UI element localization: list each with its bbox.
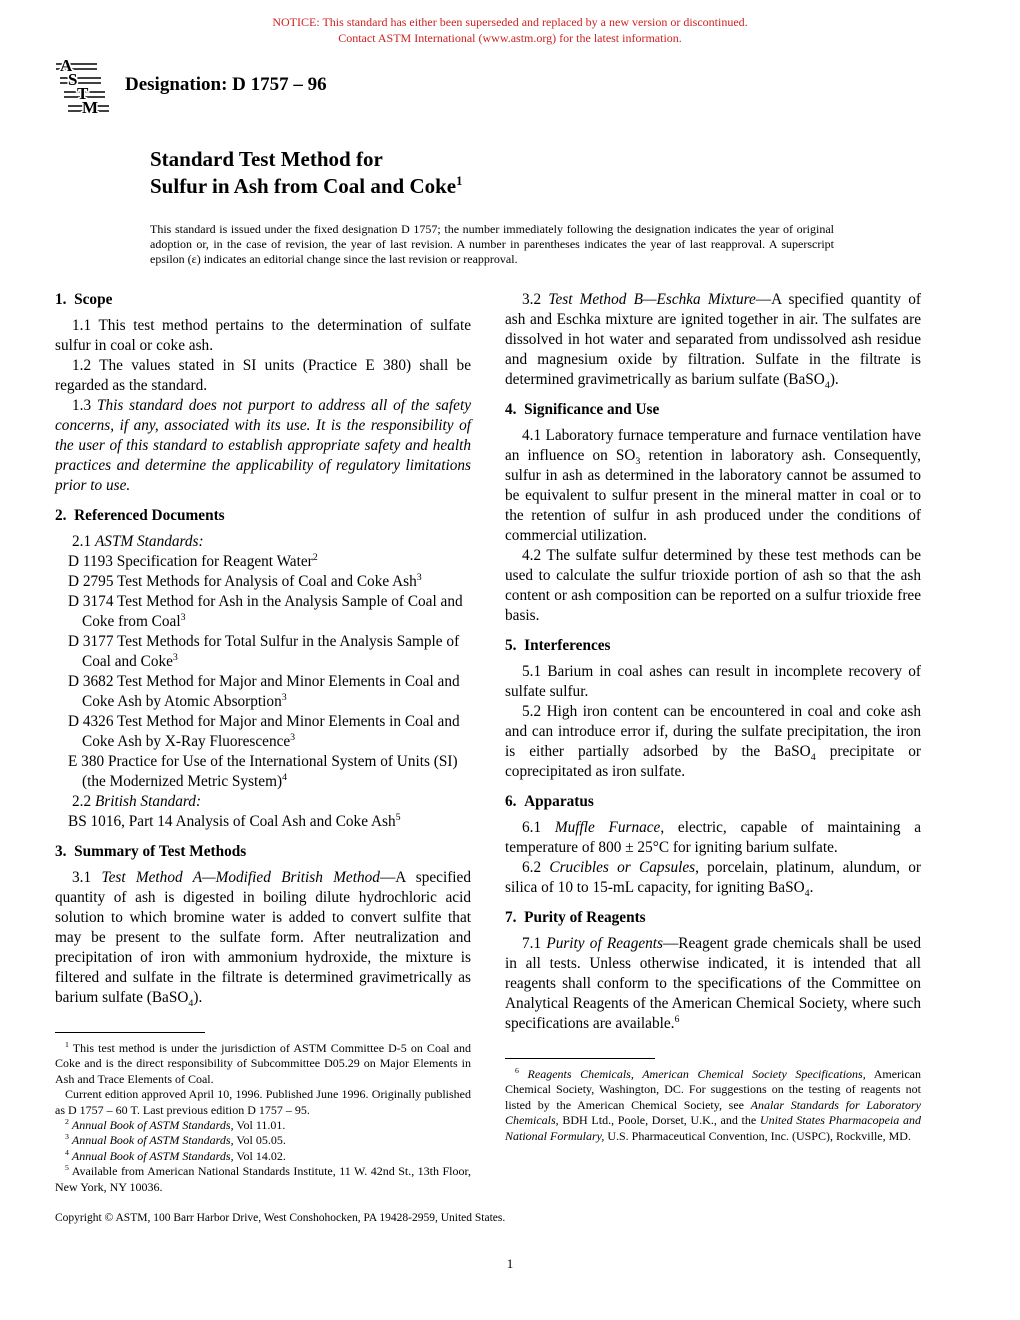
column-left [55,290,471,1195]
text-segment: 3 [635,456,641,468]
text-segment: Annual Book of ASTM Standards, [71,1118,234,1133]
text-segment: 2 [312,551,318,563]
text-segment: 1 [65,1040,69,1049]
text-segment: American Chemical Society, Washington, DC. For suggestions on the testing of reagents not listed by the American Chemical Society, see [505,1067,922,1112]
paragraph [505,662,921,702]
svg-text:T: T [77,84,89,103]
column-right [505,290,921,1144]
text-segment: 4 [188,998,194,1010]
text-segment: D 3682 Test Method for Major and Minor Elements in Coal and Coke Ash by Atomic Absorption [68,673,460,710]
issuance-note: This standard is issued under the fixed designation D 1757; the number immediately following the designation indicates the year of original adoption or, in the case of revision, the year of last revision. A number in parentheses indicates the year of last reapproval. A superscript epsilon (ε) indicates an editorial change since the last revision or reapproval. [150,222,834,266]
text-segment: Annual Book of ASTM Standards, [71,1148,234,1163]
text-segment: ASTM Standards: [94,533,204,550]
text-segment: 4.1 Laboratory furnace temperature and furnace ventilation have an influence on SO [505,427,921,464]
reference-item [55,572,471,592]
footnote-divider [55,1032,205,1033]
footnote [55,1133,471,1148]
section-heading: 6. Apparatus [505,793,594,810]
paragraph [505,818,921,858]
text-segment: , electric, capable of maintaining a temperature of 800 ± 25°C for igniting barium sulfate. [505,819,921,856]
title-line-1: Standard Test Method for [150,147,383,171]
text-segment: 3 [290,731,296,743]
text-segment: D 2795 Test Methods for Analysis of Coal and Coke Ash [68,573,417,590]
paragraph [55,792,471,812]
astm-logo-icon [55,56,111,114]
text-segment: 3.2 [522,291,549,308]
paragraph [55,868,471,1008]
text-segment: Test Method B—Eschka Mixture [548,291,756,308]
text-segment: 4 [282,771,288,783]
text-segment: 3 [180,611,186,623]
text-segment: Vol 05.05. [233,1133,286,1148]
text-segment: 4 [810,752,816,764]
text-segment: —A specified quantity of ash and Eschka mixture are ignited together in air. The sulfates are dissolved in hot water and separated from undissolved ash residue and magnesium oxide by filtration. Sulfate in the filtrate is determined gravimetrically as barium sulfate (BaSO [505,291,921,388]
text-segment: retention in laboratory ash. Consequently, sulfur in ash as determined in the laboratory cannot be assumed to be equivalent to sulfur present in the mineral matter in coal or to the retention of sulfur in ash produced under the conditions of commercial utilization. [505,447,922,544]
copyright-line: Copyright © ASTM, 100 Barr Harbor Drive, West Conshohocken, PA 19428-2959, United States. [55,1212,506,1224]
notice-line-1: NOTICE: This standard has either been superseded and replaced by a new version or discontinued. [272,15,748,29]
text-segment: 4 [824,380,830,392]
reference-item [55,632,471,672]
paragraph [55,356,471,396]
paragraph [505,546,921,626]
text-segment: 2 [65,1117,69,1127]
text-segment [519,1067,528,1081]
text-segment: Muffle Furnace [554,819,661,836]
text-segment: 6.1 [522,819,555,836]
text-segment: ). [193,989,203,1006]
paragraph [505,290,921,390]
text-segment: Annual Book of ASTM Standards, [71,1133,234,1148]
svg-text:M: M [82,98,99,114]
text-segment: 3.1 [72,869,102,886]
text-segment: Current edition approved April 10, 1996. Published June 1996. Originally published as D 1757 – 60 T. Last previous edition D 1757 – 95. [55,1087,471,1117]
text-segment: 1.3 [72,397,97,414]
text-segment: 5.2 High iron content can be encountered in coal and coke ash and can introduce error if, during the sulfate precipitation, the iron is either partially adsorbed by the BaSO [505,703,921,760]
text-segment: 3 [65,1132,69,1142]
section-heading: 4. Significance and Use [505,401,660,418]
text-segment: , porcelain, platinum, alundum, or silica of 10 to 15-mL capacity, for igniting BaSO [505,859,921,896]
footnotes [505,1067,921,1144]
footnotes [55,1041,471,1195]
text-segment: 6 [515,1066,519,1075]
text-segment: 1.1 This test method pertains to the determination of sulfate sulfur in coal or coke ash. [55,317,471,354]
designation-header [55,56,327,114]
paragraph [505,934,921,1034]
text-segment: D 3174 Test Method for Ash in the Analysis Sample of Coal and Coke from Coal [68,593,463,630]
text-segment: British Standard: [94,793,202,810]
text-segment: 7.1 [522,935,547,952]
footnote [55,1149,471,1164]
reference-item [55,552,471,572]
reference-item [55,712,471,752]
text-segment: 4 [804,888,810,900]
text-segment: Crucibles or Capsules [549,859,696,876]
supersession-notice [0,14,1020,46]
paragraph [55,316,471,356]
section-heading: 5. Interferences [505,637,611,654]
paragraph [505,426,921,546]
text-segment: 3 [172,651,178,663]
text-segment: . [809,879,814,896]
text-segment: 4.2 The sulfate sulfur determined by these test methods can be used to calculate the sulfur trioxide portion of ash so that the ash content or ash composition can be reported on a sulfur trioxide free basis. [505,547,921,624]
footnote [55,1087,471,1118]
section-heading: 1. Scope [55,291,113,308]
title-line-2 [150,173,462,200]
text-segment: 3 [416,571,422,583]
paragraph [55,532,471,552]
text-segment: Purity of Reagents [546,935,663,952]
text-segment: Reagents Chemicals, American Chemical Society Specifications, [527,1067,866,1081]
text-segment: 2.2 [72,793,95,810]
text-segment: U.S. Pharmaceutical Convention, Inc. (USPC), Rockville, MD. [604,1128,911,1143]
paragraph [55,396,471,496]
section-heading: 7. Purity of Reagents [505,909,646,926]
svg-text:S: S [68,70,78,89]
text-segment: 3 [281,691,287,703]
designation-text: Designation: D 1757 – 96 [125,74,327,95]
document-body [55,290,921,1195]
section-heading: 2. Referenced Documents [55,507,225,524]
paragraph [505,702,921,782]
footnote [55,1164,471,1195]
text-segment: Analar Standards for Laboratory Chemicals, [505,1097,921,1128]
text-segment: ). [829,371,839,388]
text-segment: 6 [674,1013,680,1025]
reference-item [55,592,471,632]
text-segment: Test Method A—Modified British Method [101,869,380,886]
reference-item [55,752,471,792]
reference-item [55,672,471,712]
footnote [55,1118,471,1133]
text-segment: Vol 11.01. [233,1118,286,1133]
text-segment: 6.2 [522,859,550,876]
text-segment: E 380 Practice for Use of the International System of Units (SI) (the Modernized Metric System) [68,753,458,790]
text-segment: 2.1 [72,533,95,550]
text-segment: 5 [65,1163,69,1173]
text-segment: Vol 14.02. [233,1148,286,1163]
footnote [505,1067,921,1144]
section-heading: 3. Summary of Test Methods [55,843,247,860]
page-number: 1 [506,1256,514,1271]
text-segment: This standard does not purport to address all of the safety concerns, if any, associated with its use. It is the responsibility of the user of this standard to establish appropriate safety and health practices and determine the applicability of regulatory limitations prior to use. [55,397,472,494]
paragraph [505,858,921,898]
text-segment: —Reagent grade chemicals shall be used in all tests. Unless otherwise indicated, it is intended that all reagents shall conform to the specifications of the Committee on Analytical Reagents of the American Chemical Society, where such specifications are available. [505,935,921,1032]
title-line-2-text: Sulfur in Ash from Coal and Coke [150,174,457,198]
footnote [55,1041,471,1087]
title-footnote-ref: 1 [456,174,463,188]
document-title [150,146,462,200]
text-segment: 1.2 The values stated in SI units (Practice E 380) shall be regarded as the standard. [55,357,471,394]
text-segment: D 1193 Specification for Reagent Water [68,553,313,570]
reference-item [55,812,471,832]
text-segment: D 4326 Test Method for Major and Minor Elements in Coal and Coke Ash by X-Ray Fluorescence [68,713,460,750]
text-segment: Available from American National Standards Institute, 11 W. 42nd St., 13th Floor, New York, NY 10036. [55,1164,471,1194]
text-segment: precipitate or coprecipitated as iron sulfate. [505,743,921,780]
text-segment: United States Pharmacopeia and National Formulary, [505,1113,921,1143]
text-segment: D 3177 Test Methods for Total Sulfur in the Analysis Sample of Coal and Coke [68,633,460,670]
text-segment: BDH Ltd., Poole, Dorset, U.K., and the [558,1113,760,1128]
footnote-divider [505,1058,655,1059]
text-segment: 4 [65,1147,69,1157]
text-segment: —A specified quantity of ash is digested in boiling dilute hydrochloric acid solution to which bromine water is added to convert sulfite that may be present to the sulfate form. After neutralization and precipitation of iron with ammonium hydroxide, the mixture is filtered and sulfate in the filtrate is determined gravimetrically as barium sulfate (BaSO [55,869,471,1006]
text-segment: This test method is under the jurisdiction of ASTM Committee D-5 on Coal and Coke and is the direct responsibility of Subcommittee D05.29 on Major Elements in Ash and Trace Elements of Coal. [55,1041,471,1086]
text-segment: BS 1016, Part 14 Analysis of Coal Ash and Coke Ash [68,813,396,830]
notice-line-2: Contact ASTM International (www.astm.org) for the latest information. [338,31,682,45]
text-segment: 5 [395,811,401,823]
text-segment: 5.1 Barium in coal ashes can result in incomplete recovery of sulfate sulfur. [505,663,921,700]
svg-text:A: A [60,56,73,75]
